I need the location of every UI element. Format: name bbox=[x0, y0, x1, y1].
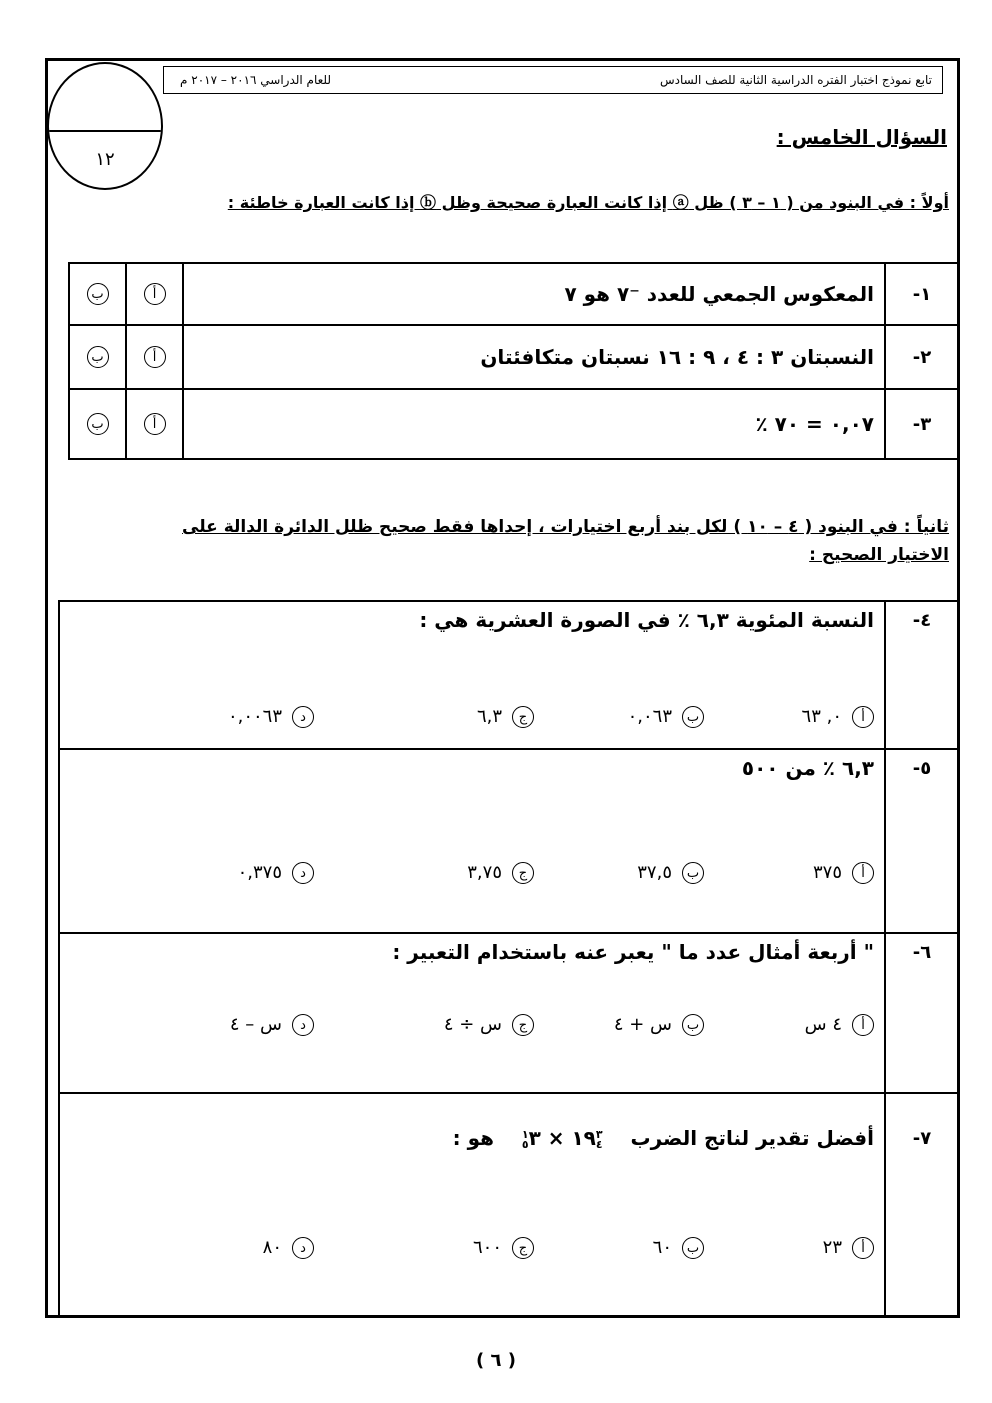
fraction-1-5: ١ ٥ bbox=[521, 1127, 529, 1151]
choice-c[interactable]: ج٦,٣ bbox=[477, 706, 534, 728]
table-row bbox=[59, 1093, 959, 1315]
header-year: للعام الدراسي ٢٠١٦ – ٢٠١٧ م bbox=[180, 73, 332, 87]
question-4-text: النسبة المئوية ٦,٣ ٪ في الصورة العشرية هي : bbox=[419, 608, 874, 632]
choice-a[interactable]: أ٢٣ bbox=[823, 1237, 874, 1259]
table-row bbox=[59, 601, 959, 749]
item-number: -٢ bbox=[885, 325, 959, 389]
choice-b[interactable]: ب٣٧,٥ bbox=[637, 862, 704, 884]
option-a[interactable]: أ bbox=[126, 325, 183, 389]
option-a[interactable]: أ bbox=[126, 389, 183, 459]
item-number: -٣ bbox=[885, 389, 959, 459]
item-number: -٦ bbox=[885, 933, 959, 1093]
question-5-text: ٦,٣ ٪ من ٥٠٠ bbox=[741, 756, 874, 780]
option-b[interactable]: ب bbox=[69, 325, 126, 389]
statement-2: النسبتان ٣ : ٤ ، ٩ : ١٦ نسبتان متكافئتان bbox=[183, 325, 885, 389]
choice-d[interactable]: د٠,٣٧٥ bbox=[238, 862, 314, 884]
table-row bbox=[59, 749, 959, 933]
item-number: -٥ bbox=[885, 749, 959, 933]
choice-b[interactable]: ب٠,٠٦٣ bbox=[628, 706, 704, 728]
true-false-table bbox=[68, 262, 960, 460]
question-6-text: " أربعة أمثال عدد ما " يعبر عنه باستخدام التعبير : bbox=[392, 940, 874, 964]
choice-a[interactable]: أ٣٧٥ bbox=[813, 862, 874, 884]
choice-c[interactable]: جس ÷ ٤ bbox=[444, 1014, 534, 1036]
table-row bbox=[59, 933, 959, 1093]
statement-3: ٠,٠٧ = ٧٠ ٪ bbox=[183, 389, 885, 459]
option-b[interactable]: ب bbox=[69, 389, 126, 459]
choice-d[interactable]: د٨٠ bbox=[263, 1237, 314, 1259]
choice-b[interactable]: ب٦٠ bbox=[653, 1237, 704, 1259]
option-b[interactable]: ب bbox=[69, 263, 126, 325]
question-title: السؤال الخامس : bbox=[776, 125, 947, 149]
statement-1: المعكوس الجمعي للعدد ⁻٧ هو ٧ bbox=[183, 263, 885, 325]
header-title: تابع نموذج اختبار الفتره الدراسية الثانية للصف السادس bbox=[659, 73, 932, 87]
score-circle bbox=[47, 62, 163, 190]
multiple-choice-table bbox=[58, 600, 960, 1315]
item-number: -٧ bbox=[885, 1093, 959, 1315]
choice-d[interactable]: د٠,٠٠٦٣ bbox=[228, 706, 314, 728]
part2-instruction: ثانياً : في البنود ( ٤ – ١٠ ) لكل بند أربع اختيارات ، إحداها فقط صحيح ظلل الدائرة الدالة على الاختيار الصحيح : bbox=[182, 517, 949, 565]
table-row bbox=[69, 263, 959, 325]
choice-c[interactable]: ج٦٠٠ bbox=[473, 1237, 534, 1259]
choice-a[interactable]: أ٠, ٦٣ bbox=[802, 706, 874, 728]
choice-c[interactable]: ج٣,٧٥ bbox=[467, 862, 534, 884]
choice-b[interactable]: بس + ٤ bbox=[614, 1014, 704, 1036]
fraction-3-4: ٣ ٤ bbox=[595, 1127, 603, 1151]
question-7-text: أفضل تقدير لناتج الضرب ٣ ٤١٩ × ٣١ ٥ هو : bbox=[452, 1126, 874, 1151]
item-number: -١ bbox=[885, 263, 959, 325]
item-number: -٤ bbox=[885, 601, 959, 749]
table-row bbox=[69, 325, 959, 389]
page-number: ( ٦ ) bbox=[476, 1350, 516, 1371]
exam-header bbox=[163, 66, 943, 94]
option-a[interactable]: أ bbox=[126, 263, 183, 325]
choice-a[interactable]: أ٤ س bbox=[805, 1014, 874, 1036]
score-value: ١٢ bbox=[95, 149, 115, 170]
table-row bbox=[69, 389, 959, 459]
part1-instruction: أولاً : في البنود من ( ١ – ٣ ) ظل ⓐ إذا كانت العبارة صحيحة وظل ⓑ إذا كانت العبارة خاطئة : bbox=[227, 193, 949, 212]
choice-d[interactable]: دس – ٤ bbox=[230, 1014, 314, 1036]
